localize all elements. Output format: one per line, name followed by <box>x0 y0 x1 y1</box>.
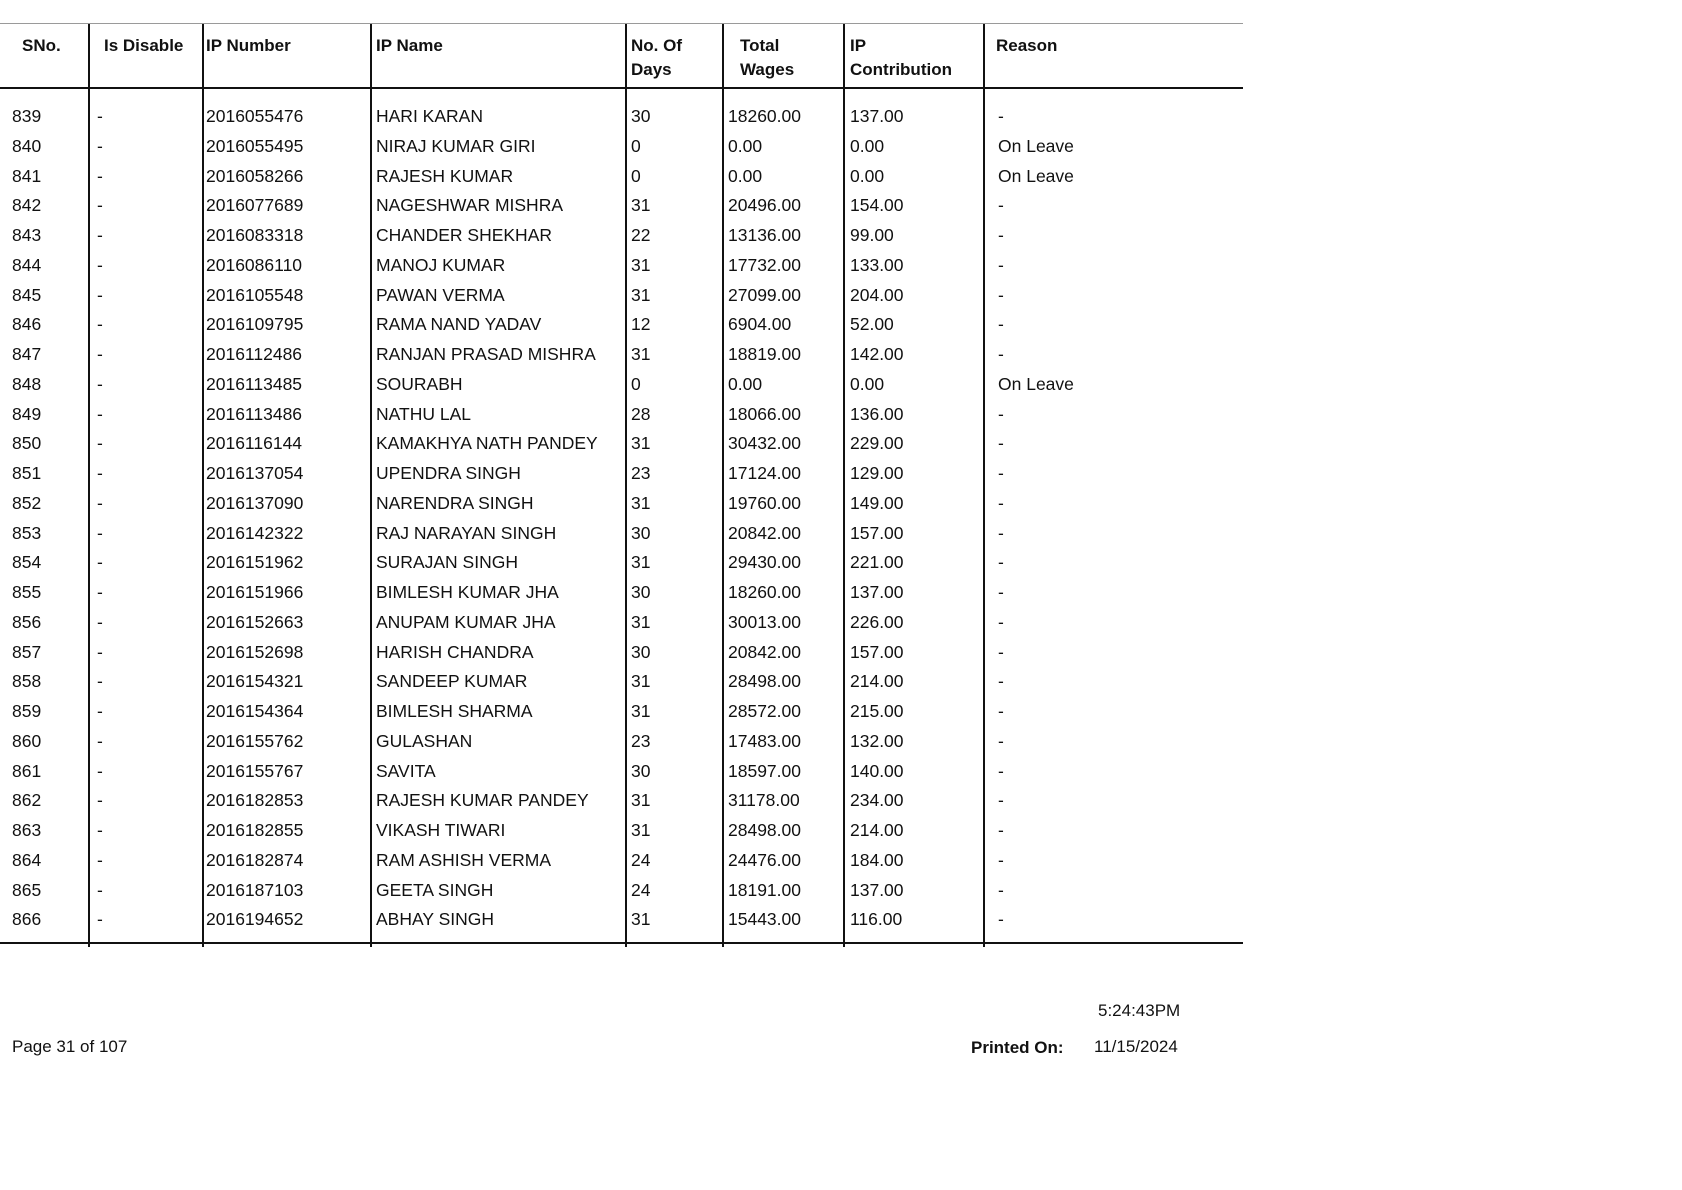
cell-sno: 845 <box>12 284 42 305</box>
cell-sno: 866 <box>12 909 42 930</box>
cell-contrib: 133.00 <box>850 254 904 275</box>
table-row <box>0 819 1243 849</box>
cell-reason: - <box>998 314 1004 335</box>
column-header-line: IP <box>850 36 867 55</box>
cell-disable: - <box>97 165 103 186</box>
cell-days: 24 <box>631 879 651 900</box>
table-row <box>0 670 1243 700</box>
cell-sno: 842 <box>12 195 42 216</box>
cell-ipnum: 2016187103 <box>206 879 304 900</box>
cell-days: 31 <box>631 433 651 454</box>
cell-ipnum: 2016182855 <box>206 820 304 840</box>
cell-name: ABHAY SINGH <box>376 909 494 930</box>
column-header-ipnum <box>206 34 291 58</box>
cell-contrib: 129.00 <box>850 463 904 483</box>
cell-ipnum: 2016182874 <box>206 849 304 870</box>
cell-disable: - <box>97 820 103 840</box>
cell-wages: 18066.00 <box>728 403 801 424</box>
column-divider <box>983 24 985 92</box>
cell-contrib: 140.00 <box>850 760 904 781</box>
table-row <box>0 373 1243 403</box>
cell-name: SANDEEP KUMAR <box>376 671 528 692</box>
table-row <box>0 789 1243 819</box>
cell-reason: - <box>998 790 1004 811</box>
cell-wages: 20842.00 <box>728 641 801 662</box>
cell-disable: - <box>97 373 103 394</box>
cell-sno: 848 <box>12 373 42 394</box>
cell-disable: - <box>97 849 103 870</box>
cell-name: NATHU LAL <box>376 403 471 424</box>
cell-name: BIMLESH KUMAR JHA <box>376 582 559 602</box>
cell-reason: On Leave <box>998 165 1074 186</box>
cell-reason: - <box>998 403 1004 424</box>
cell-sno: 846 <box>12 314 42 335</box>
cell-reason: - <box>998 701 1004 721</box>
printed-on-label: Printed On: <box>971 1038 1064 1057</box>
column-header-name <box>376 34 443 58</box>
cell-contrib: 149.00 <box>850 492 904 513</box>
cell-ipnum: 2016155762 <box>206 730 304 751</box>
cell-days: 24 <box>631 849 651 870</box>
cell-days: 0 <box>631 165 641 186</box>
cell-disable: - <box>97 909 103 930</box>
cell-disable: - <box>97 344 103 364</box>
cell-name: NIRAJ KUMAR GIRI <box>376 135 536 156</box>
cell-reason: - <box>998 611 1004 632</box>
column-header-sno <box>22 34 61 58</box>
cell-days: 28 <box>631 403 651 424</box>
cell-days: 0 <box>631 373 641 394</box>
cell-sno: 863 <box>12 820 42 840</box>
cell-name: KAMAKHYA NATH PANDEY <box>376 433 598 454</box>
cell-disable: - <box>97 760 103 781</box>
column-header-days <box>631 34 682 82</box>
cell-ipnum: 2016116144 <box>206 433 303 454</box>
cell-disable: - <box>97 582 103 602</box>
cell-name: PAWAN VERMA <box>376 284 505 305</box>
cell-sno: 857 <box>12 641 42 662</box>
cell-contrib: 0.00 <box>850 373 885 394</box>
cell-ipnum: 2016112486 <box>206 344 303 364</box>
table-row <box>0 284 1243 314</box>
cell-disable: - <box>97 106 103 126</box>
cell-wages: 18191.00 <box>728 879 801 900</box>
cell-name: VIKASH TIWARI <box>376 820 506 840</box>
cell-wages: 31178.00 <box>728 790 800 811</box>
table-row <box>0 343 1243 373</box>
cell-sno: 850 <box>12 433 42 454</box>
table-row <box>0 462 1243 492</box>
table-row <box>0 432 1243 462</box>
ip-contribution-table <box>0 23 1243 944</box>
cell-wages: 6904.00 <box>728 314 792 335</box>
table-row <box>0 492 1243 522</box>
cell-sno: 864 <box>12 849 42 870</box>
cell-wages: 20496.00 <box>728 195 801 216</box>
cell-sno: 852 <box>12 492 42 513</box>
column-header-disable <box>104 34 183 58</box>
cell-days: 30 <box>631 760 651 781</box>
column-divider <box>370 24 372 92</box>
cell-sno: 840 <box>12 135 42 156</box>
cell-days: 31 <box>631 254 651 275</box>
cell-contrib: 204.00 <box>850 284 904 305</box>
cell-contrib: 229.00 <box>850 433 904 454</box>
table-row <box>0 760 1243 790</box>
cell-ipnum: 2016152663 <box>206 611 304 632</box>
table-row <box>0 105 1243 135</box>
table-row <box>0 908 1243 938</box>
cell-sno: 847 <box>12 344 42 364</box>
cell-sno: 843 <box>12 225 42 245</box>
cell-ipnum: 2016058266 <box>206 165 304 186</box>
cell-contrib: 226.00 <box>850 611 904 632</box>
cell-name: MANOJ KUMAR <box>376 254 506 275</box>
cell-contrib: 142.00 <box>850 344 904 364</box>
cell-contrib: 221.00 <box>850 552 904 573</box>
cell-name: UPENDRA SINGH <box>376 463 521 483</box>
cell-wages: 17483.00 <box>728 730 801 751</box>
column-header-reason <box>996 34 1057 58</box>
table-row <box>0 700 1243 730</box>
cell-wages: 18597.00 <box>728 760 801 781</box>
cell-contrib: 99.00 <box>850 225 894 245</box>
cell-name: NAGESHWAR MISHRA <box>376 195 564 216</box>
cell-wages: 29430.00 <box>728 552 801 573</box>
cell-ipnum: 2016142322 <box>206 522 304 543</box>
column-header-line: Is Disable <box>104 36 184 55</box>
cell-disable: - <box>97 284 103 305</box>
cell-disable: - <box>97 701 103 721</box>
cell-ipnum: 2016086110 <box>206 254 303 275</box>
cell-ipnum: 2016113486 <box>206 403 303 424</box>
cell-name: RAMA NAND YADAV <box>376 314 542 335</box>
column-header-line: IP Name <box>376 36 443 55</box>
table-row <box>0 254 1243 284</box>
column-header-line: Total <box>740 36 780 55</box>
printed-on-date: 11/15/2024 <box>1094 1037 1178 1056</box>
column-divider <box>88 24 90 92</box>
table-row <box>0 194 1243 224</box>
cell-contrib: 137.00 <box>850 879 904 900</box>
cell-name: NARENDRA SINGH <box>376 492 534 513</box>
cell-wages: 20842.00 <box>728 522 801 543</box>
cell-contrib: 184.00 <box>850 849 904 870</box>
table-row <box>0 611 1243 641</box>
table-row <box>0 641 1243 671</box>
cell-name: HARISH CHANDRA <box>376 641 534 662</box>
cell-contrib: 116.00 <box>850 909 903 930</box>
cell-reason: - <box>998 582 1004 602</box>
cell-wages: 18260.00 <box>728 106 801 126</box>
cell-days: 31 <box>631 611 651 632</box>
cell-wages: 28572.00 <box>728 701 801 721</box>
cell-days: 0 <box>631 135 641 156</box>
cell-name: RANJAN PRASAD MISHRA <box>376 344 596 364</box>
column-header-line: Days <box>631 60 672 79</box>
cell-contrib: 215.00 <box>850 701 904 721</box>
cell-ipnum: 2016055476 <box>206 106 304 126</box>
cell-ipnum: 2016151962 <box>206 552 304 573</box>
cell-disable: - <box>97 730 103 751</box>
cell-contrib: 157.00 <box>850 641 904 662</box>
cell-days: 23 <box>631 463 651 483</box>
cell-days: 31 <box>631 671 651 692</box>
cell-sno: 865 <box>12 879 42 900</box>
cell-ipnum: 2016151966 <box>206 582 304 602</box>
cell-disable: - <box>97 790 103 811</box>
cell-sno: 851 <box>12 463 42 483</box>
cell-disable: - <box>97 225 103 245</box>
column-divider <box>202 24 204 92</box>
cell-reason: - <box>998 284 1004 305</box>
cell-ipnum: 2016155767 <box>206 760 304 781</box>
cell-reason: - <box>998 820 1004 840</box>
cell-name: RAJESH KUMAR <box>376 165 514 186</box>
cell-reason: - <box>998 879 1004 900</box>
cell-disable: - <box>97 522 103 543</box>
cell-contrib: 137.00 <box>850 582 904 602</box>
cell-disable: - <box>97 552 103 573</box>
cell-reason: - <box>998 433 1004 454</box>
cell-wages: 0.00 <box>728 373 763 394</box>
cell-reason: - <box>998 254 1004 275</box>
cell-sno: 841 <box>12 165 42 186</box>
cell-sno: 859 <box>12 701 42 721</box>
column-header-contrib <box>850 34 952 82</box>
cell-contrib: 157.00 <box>850 522 904 543</box>
table-row <box>0 224 1243 254</box>
cell-disable: - <box>97 879 103 900</box>
table-row <box>0 522 1243 552</box>
cell-ipnum: 2016083318 <box>206 225 304 245</box>
cell-wages: 13136.00 <box>728 225 801 245</box>
cell-disable: - <box>97 135 103 156</box>
cell-sno: 853 <box>12 522 42 543</box>
cell-days: 31 <box>631 820 651 840</box>
column-header-line: Wages <box>740 60 795 79</box>
cell-name: RAJ NARAYAN SINGH <box>376 522 557 543</box>
cell-days: 30 <box>631 582 651 602</box>
cell-days: 31 <box>631 790 651 811</box>
column-header-line: SNo. <box>22 36 61 55</box>
cell-wages: 18819.00 <box>728 344 801 364</box>
cell-reason: - <box>998 552 1004 573</box>
column-header-line: IP Number <box>206 36 291 55</box>
cell-wages: 28498.00 <box>728 820 801 840</box>
cell-wages: 18260.00 <box>728 582 801 602</box>
cell-reason: - <box>998 225 1004 245</box>
cell-disable: - <box>97 463 103 483</box>
cell-disable: - <box>97 611 103 632</box>
cell-wages: 17124.00 <box>728 463 801 483</box>
cell-contrib: 52.00 <box>850 314 894 335</box>
cell-days: 31 <box>631 909 651 930</box>
cell-wages: 30013.00 <box>728 611 801 632</box>
cell-ipnum: 2016055495 <box>206 135 304 156</box>
table-row <box>0 135 1243 165</box>
table-row <box>0 879 1243 909</box>
cell-disable: - <box>97 195 103 216</box>
cell-sno: 849 <box>12 403 42 424</box>
cell-days: 31 <box>631 552 651 573</box>
column-header-line: Contribution <box>850 60 952 79</box>
table-row <box>0 581 1243 611</box>
cell-reason: - <box>998 849 1004 870</box>
cell-days: 31 <box>631 344 651 364</box>
cell-reason: On Leave <box>998 135 1074 156</box>
cell-days: 12 <box>631 314 651 335</box>
cell-ipnum: 2016152698 <box>206 641 304 662</box>
cell-name: GULASHAN <box>376 730 473 751</box>
cell-sno: 858 <box>12 671 42 692</box>
column-header-wages <box>740 34 794 82</box>
cell-reason: - <box>998 195 1004 216</box>
cell-name: GEETA SINGH <box>376 879 494 900</box>
cell-contrib: 214.00 <box>850 671 904 692</box>
cell-ipnum: 2016137090 <box>206 492 304 513</box>
cell-ipnum: 2016109795 <box>206 314 304 335</box>
cell-wages: 30432.00 <box>728 433 801 454</box>
table-header <box>0 23 1243 89</box>
cell-disable: - <box>97 671 103 692</box>
column-divider <box>722 24 724 92</box>
cell-name: RAJESH KUMAR PANDEY <box>376 790 589 811</box>
cell-reason: - <box>998 730 1004 751</box>
cell-days: 22 <box>631 225 651 245</box>
cell-sno: 862 <box>12 790 42 811</box>
cell-disable: - <box>97 403 103 424</box>
table-row <box>0 403 1243 433</box>
table-body <box>0 89 1243 944</box>
cell-contrib: 234.00 <box>850 790 904 811</box>
cell-name: SOURABH <box>376 373 463 394</box>
page-number: Page 31 of 107 <box>12 1037 128 1056</box>
cell-days: 30 <box>631 522 651 543</box>
table-row <box>0 551 1243 581</box>
cell-disable: - <box>97 433 103 454</box>
cell-wages: 15443.00 <box>728 909 801 930</box>
cell-reason: - <box>998 641 1004 662</box>
cell-reason: - <box>998 760 1004 781</box>
cell-days: 31 <box>631 284 651 305</box>
cell-ipnum: 2016154321 <box>206 671 304 692</box>
cell-disable: - <box>97 314 103 335</box>
cell-wages: 24476.00 <box>728 849 801 870</box>
column-divider <box>843 24 845 92</box>
cell-reason: - <box>998 522 1004 543</box>
cell-disable: - <box>97 254 103 275</box>
cell-name: SURAJAN SINGH <box>376 552 518 573</box>
cell-disable: - <box>97 492 103 513</box>
cell-days: 30 <box>631 641 651 662</box>
cell-contrib: 0.00 <box>850 165 885 186</box>
cell-days: 23 <box>631 730 651 751</box>
cell-wages: 19760.00 <box>728 492 801 513</box>
cell-wages: 0.00 <box>728 135 763 156</box>
cell-ipnum: 2016137054 <box>206 463 304 483</box>
cell-reason: - <box>998 909 1004 930</box>
cell-contrib: 214.00 <box>850 820 904 840</box>
cell-name: ANUPAM KUMAR JHA <box>376 611 556 632</box>
table-row <box>0 165 1243 195</box>
cell-days: 31 <box>631 701 651 721</box>
cell-days: 31 <box>631 492 651 513</box>
cell-contrib: 154.00 <box>850 195 904 216</box>
print-time: 5:24:43PM <box>1098 1001 1181 1020</box>
table-row <box>0 313 1243 343</box>
cell-sno: 855 <box>12 582 42 602</box>
cell-name: RAM ASHISH VERMA <box>376 849 552 870</box>
cell-ipnum: 2016077689 <box>206 195 304 216</box>
cell-wages: 28498.00 <box>728 671 801 692</box>
table-row <box>0 849 1243 879</box>
column-header-line: No. Of <box>631 36 682 55</box>
cell-name: HARI KARAN <box>376 106 483 126</box>
cell-sno: 856 <box>12 611 42 632</box>
cell-reason: - <box>998 344 1004 364</box>
cell-disable: - <box>97 641 103 662</box>
cell-ipnum: 2016194652 <box>206 909 304 930</box>
cell-contrib: 132.00 <box>850 730 904 751</box>
cell-name: CHANDER SHEKHAR <box>376 225 552 245</box>
cell-days: 30 <box>631 106 651 126</box>
table-row <box>0 730 1243 760</box>
cell-reason: On Leave <box>998 373 1074 394</box>
cell-name: SAVITA <box>376 760 436 781</box>
cell-reason: - <box>998 492 1004 513</box>
cell-sno: 839 <box>12 106 42 126</box>
cell-days: 31 <box>631 195 651 216</box>
cell-ipnum: 2016154364 <box>206 701 304 721</box>
cell-contrib: 137.00 <box>850 106 904 126</box>
cell-reason: - <box>998 671 1004 692</box>
cell-contrib: 0.00 <box>850 135 885 156</box>
cell-contrib: 136.00 <box>850 403 904 424</box>
cell-sno: 861 <box>12 760 42 781</box>
column-divider <box>625 24 627 92</box>
cell-wages: 0.00 <box>728 165 763 186</box>
cell-reason: - <box>998 106 1004 126</box>
cell-sno: 854 <box>12 552 42 573</box>
cell-wages: 27099.00 <box>728 284 801 305</box>
cell-ipnum: 2016105548 <box>206 284 304 305</box>
cell-sno: 844 <box>12 254 42 275</box>
cell-wages: 17732.00 <box>728 254 801 275</box>
cell-reason: - <box>998 463 1004 483</box>
column-header-line: Reason <box>996 36 1058 55</box>
cell-ipnum: 2016113485 <box>206 373 303 394</box>
cell-ipnum: 2016182853 <box>206 790 304 811</box>
cell-name: BIMLESH SHARMA <box>376 701 533 721</box>
cell-sno: 860 <box>12 730 42 751</box>
